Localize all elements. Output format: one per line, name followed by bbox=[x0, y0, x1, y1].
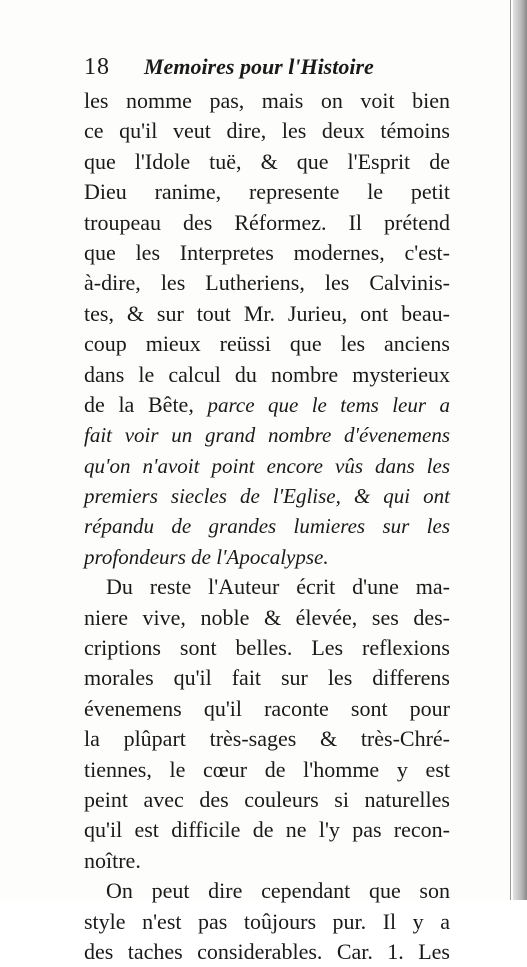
text-line: noître. bbox=[84, 847, 141, 873]
page-edge-shadow bbox=[513, 0, 527, 900]
text-line: que l'Idole tuë, & que l'Esprit de bbox=[84, 148, 450, 174]
body-text bbox=[84, 86, 450, 967]
text-line: tes, & sur tout Mr. Jurieu, ont beau- bbox=[84, 300, 450, 326]
text-line-italic-part: parce que le tems leur a bbox=[207, 392, 450, 417]
text-line: peint avec des couleurs si naturelles bbox=[84, 786, 450, 812]
text-line: des taches considerables. Car. 1. Les bbox=[84, 938, 450, 964]
text-line: morales qu'il fait sur les differens bbox=[84, 665, 450, 691]
text-line: Du reste l'Auteur écrit d'une ma- bbox=[106, 574, 450, 600]
text-line: fait voir un grand nombre d'évenemens bbox=[84, 423, 450, 448]
text-line: style n'est pas toûjours pur. Il y a bbox=[84, 908, 450, 934]
text-line: criptions sont belles. Les reflexions bbox=[84, 635, 450, 661]
text-line: répandu de grandes lumieres sur les bbox=[84, 514, 450, 539]
page-gutter-line bbox=[510, 0, 511, 900]
text-line: à-dire, les Lutheriens, les Calvinis- bbox=[84, 270, 450, 296]
text-line: ce qu'il veut dire, les deux témoins bbox=[84, 118, 450, 144]
text-line-roman-part: de la Bête, bbox=[84, 391, 208, 417]
page-number: 18 bbox=[84, 54, 110, 80]
text-line: coup mieux reüssi que les anciens bbox=[84, 331, 450, 357]
text-line: profondeurs de l'Apocalypse. bbox=[84, 544, 329, 569]
text-line: Dieu ranime, represente le petit bbox=[84, 179, 450, 205]
text-line: que les Interpretes modernes, c'est- bbox=[84, 239, 450, 265]
page-header bbox=[84, 54, 450, 88]
running-title: Memoires pour l'Histoire bbox=[144, 54, 374, 79]
text-line: premiers siecles de l'Eglise, & qui ont bbox=[84, 484, 450, 509]
text-line: tiennes, le cœur de l'homme y est bbox=[84, 756, 450, 782]
text-line: qu'il est difficile de ne l'y pas recon- bbox=[84, 817, 450, 843]
text-line: qu'on n'avoit point encore vûs dans les bbox=[84, 453, 450, 478]
text-line bbox=[84, 390, 450, 420]
text-line: évenemens qu'il raconte sont pour bbox=[84, 695, 450, 721]
text-line: les nomme pas, mais on voit bien bbox=[84, 88, 450, 113]
text-line: dans le calcul du nombre mysterieux bbox=[84, 361, 450, 387]
text-line: niere vive, noble & élevée, ses des- bbox=[84, 604, 450, 630]
text-line: la plûpart très-sages & très-Chré- bbox=[84, 726, 450, 752]
text-line: On peut dire cependant que son bbox=[106, 878, 450, 904]
text-line: troupeau des Réformez. Il prétend bbox=[84, 209, 450, 235]
